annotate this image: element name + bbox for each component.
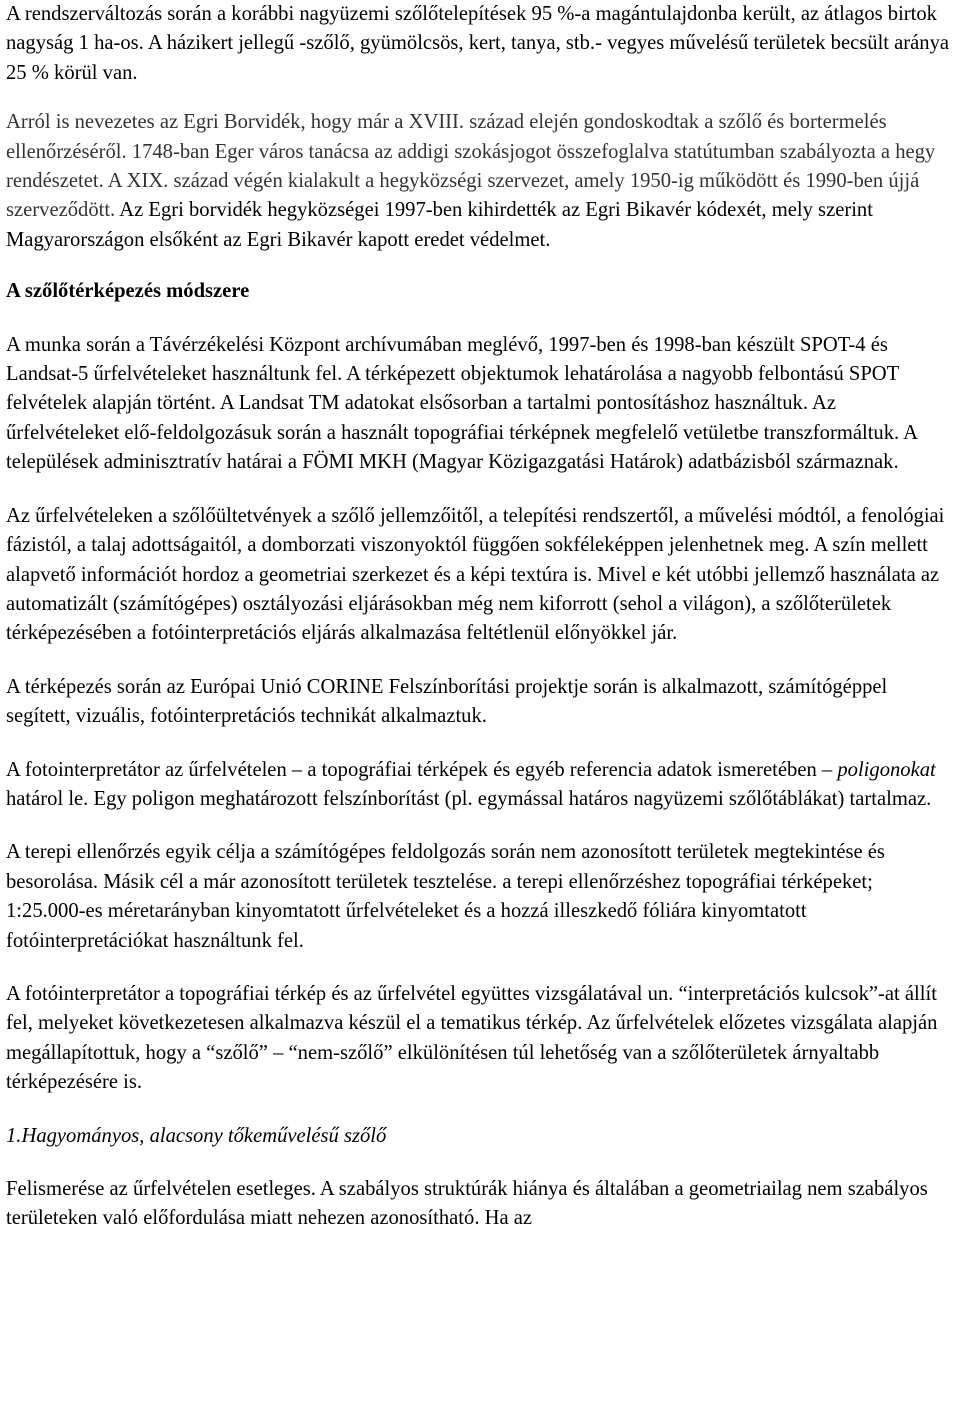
- paragraph-corine: A térképezés során az Európai Unió CORINE Felszínborítási projektje során is alkalmazott, számítógéppel segített, vizuális, fotóinterpretációs technikát alkalmaztuk.: [6, 675, 888, 728]
- document-page: [6, 0, 952, 1234]
- paragraph-polygons-post: határol le. Egy poligon meghatározott felszínborítást (pl. egymással határos nagyüzemi szőlőtáblákat) tartalmaz.: [6, 787, 932, 810]
- section-heading-method: A szőlőtérképezés módszere: [6, 280, 250, 303]
- paragraph-eger-history-b: Az Egri borvidék hegyközségei 1997-ben kihirdették az Egri Bikavér kódexét, mely szerint Magyarországon elsőként az Egri Bikavér kapott eredet védelmet.: [6, 199, 873, 251]
- paragraph-vineyard-appearance: Az űrfelvételeken a szőlőültetvények a szőlő jellemzőitől, a telepítési rendszertől, a művelési módtól, a fenológiai fázistól, a talaj adottságaitól, a domborzati viszonyoktól függően sokféleképpen jelenhetnek meg. A szín mellett alapvető információt hordoz a geometriai szerkezet és a képi textúra is. Mivel e két utóbbi jellemző használata az automatizált (számítógépes) osztályozási eljárásokban még nem kiforrott (sehol a világon), a szőlőterületek térképezésében a fotóinterpretációs eljárás alkalmazása feltétlenül előnyökkel jár.: [6, 504, 945, 645]
- paragraph-interpretation-keys: A fotóinterpretátor a topográfiai térkép és az űrfelvétel együttes vizsgálatával un. “interpretációs kulcsok”-at állít fel, melyeket következetesen alkalmazva készül el a tematikus térkép. Az űrfelvételek előzetes vizsgálata alapján megállapítottuk, hogy a “szőlő” – “nem-szőlő” elkülönítésen túl lehetőség van a szőlőterületek árnyaltabb térképezésére is.: [6, 982, 938, 1094]
- paragraph-eger-history-a: Arról is nevezetes az Egri Borvidék, hogy már a XVIII. század elején gondoskodtak a szőlő és bortermelés ellenőrzéséről. 1748-ban Eger város tanácsa az addigi szokásjogot összefoglalva statútumban szabályozta a hegy rendészetet. A XIX. század végén kialakult a hegyközségi szervezet, amely 1950-ig működött és 1990-ben újjá szerveződött.: [6, 111, 936, 222]
- paragraph-land-ownership: A rendszerváltozás során a korábbi nagyüzemi szőlőtelepítések 95 %-a magántulajdonba került, az átlagos birtok nagyság 1 ha-os. A házikert jellegű -szőlő, gyümölcsös, kert, tanya, stb.- vegyes művelésű területek becsült aránya 25 % körül van.: [6, 3, 950, 84]
- subheading-traditional-vineyard: 1.Hagyományos, alacsony tőkeművelésű szőlő: [6, 1124, 387, 1147]
- paragraph-satellite-data: A munka során a Távérzékelési Központ archívumában meglévő, 1997-ben és 1998-ban készült SPOT-4 és Landsat-5 űrfelvételeket használtunk fel. A térképezett objektumok lehatárolása a nagyobb felbontású SPOT felvételek alapján történt. A Landsat TM adatokat elsősorban a tartalmi pontosításhoz használtuk. Az űrfelvételeket elő-feldolgozásuk során a használt topográfiai térképnek megfelelő vetületbe transzformáltuk. A települések adminisztratív határai a FÖMI MKH (Magyar Közigazgatási Határok) adatbázisból származnak.: [6, 333, 917, 474]
- paragraph-eger-history: [6, 108, 952, 255]
- paragraph-polygons: [6, 756, 952, 815]
- paragraph-field-check: A terepi ellenőrzés egyik célja a számítógépes feldolgozás során nem azonosított területek megtekintése és besorolása. Másik cél a már azonosított területek tesztelése. a terepi ellenőrzéshez topográfiai térképeket; 1:25.000-es méretarányban kinyomtatott űrfelvételeket és a hozzá illeszkedő fóliára kinyomtatott fotóinterpretációkat használtunk fel.: [6, 841, 885, 952]
- paragraph-polygons-pre: A fotointerpretátor az űrfelvételen – a topográfiai térképek és egyéb referencia adatok ismeretében –: [6, 758, 838, 781]
- term-polygons: poligonokat: [837, 758, 936, 781]
- paragraph-recognition: Felismerése az űrfelvételen esetleges. A szabályos struktúrák hiánya és általában a geometriailag nem szabályos területeken való előfordulása miatt nehezen azonosítható. Ha az: [6, 1178, 928, 1230]
